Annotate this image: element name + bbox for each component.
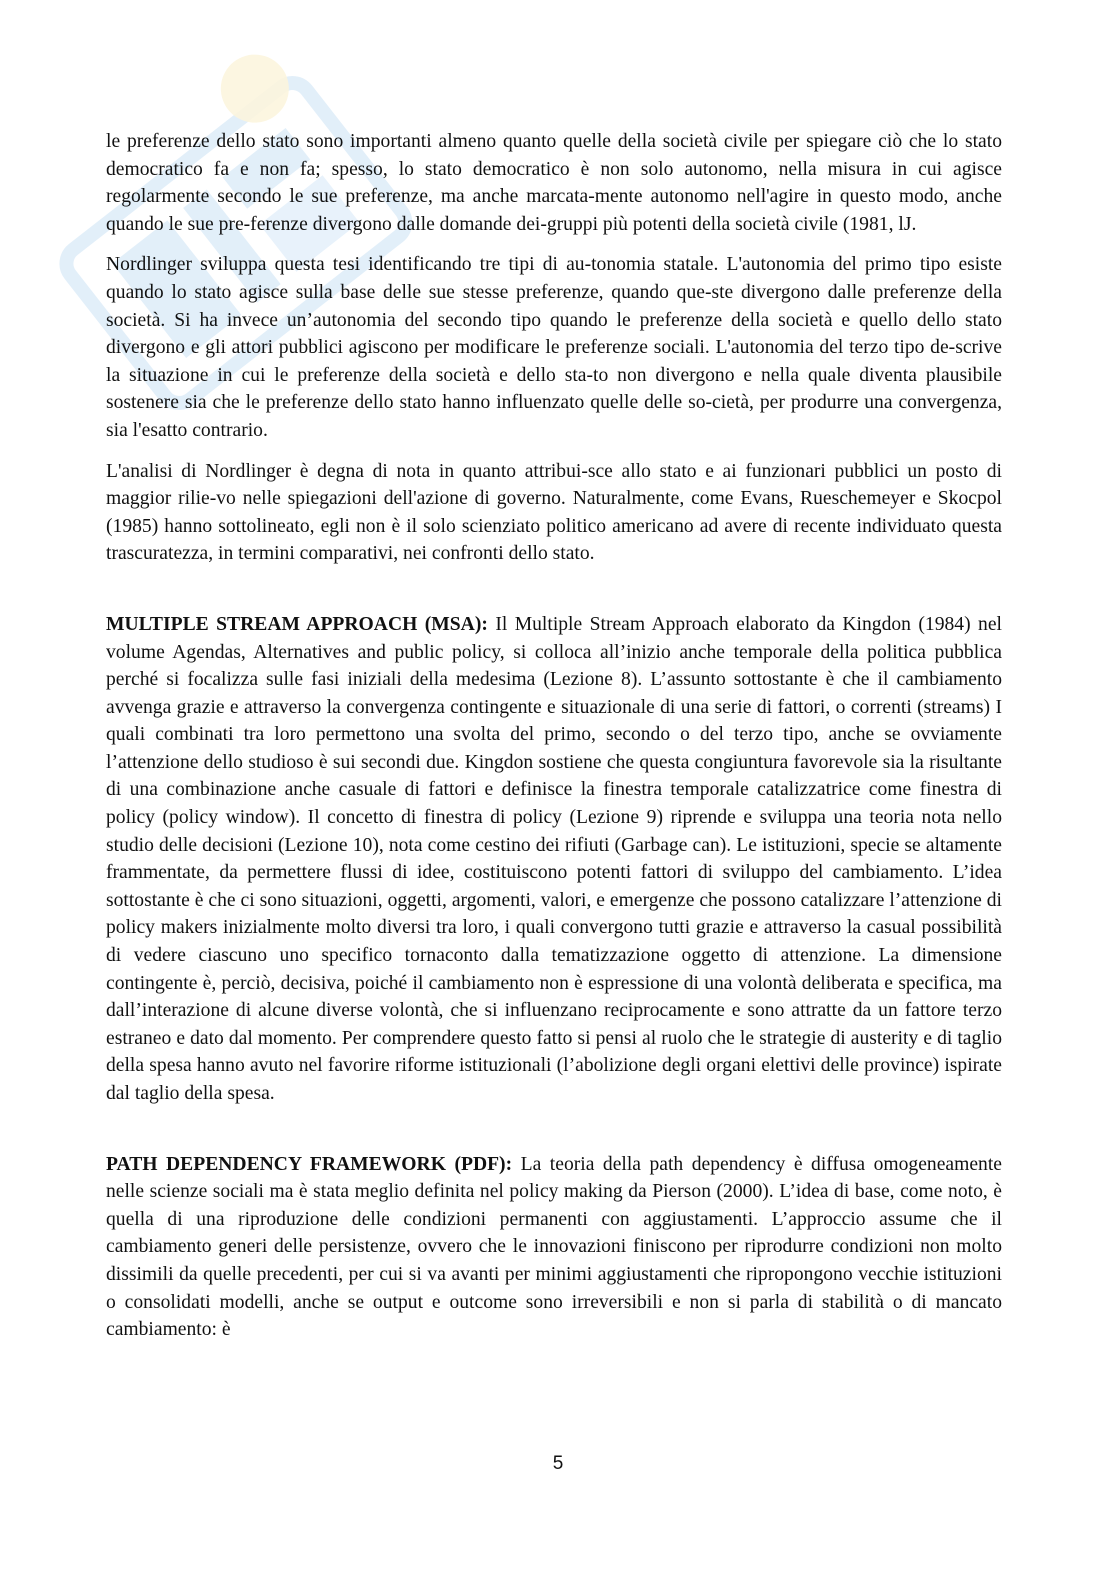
paragraph-nordlinger-analysis: L'analisi di Nordlinger è degna di nota in quanto attribui-sce allo stato e ai funzionari pubblici un posto di maggior rilie-vo nelle spiegazioni dell'azione di governo. Naturalmente, come Evans, Rueschemeyer e Skocpol (1985) hanno sottolineato, egli non è il solo scienziato politico americano ad avere di recente individuato questa trascuratezza, in termini comparativi, nei confronti dello stato. (106, 460, 1002, 565)
section-title-pdf: PATH DEPENDENCY FRAMEWORK (PDF): (106, 1153, 521, 1175)
section-gap (106, 1121, 1002, 1151)
paragraph-quote: le preferenze dello stato sono importanti almeno quanto quelle della società civile per spiegare ciò che lo stato democratico fa e non fa; spesso, lo stato democratico è non solo autonomo, nella misura in cui agisce regolarmente secondo le sue preferenze, ma anche marcata-mente autonomo nell'agire in questo modo, anche quando le sue pre-ferenze divergono dalle domande dei-gruppi più potenti della società civile (1981, lJ. (106, 131, 1002, 235)
section-gap (106, 581, 1002, 611)
section-title-msa: MULTIPLE STREAM APPROACH (MSA): (106, 613, 496, 635)
document-page (106, 128, 1002, 1357)
paragraph-nordlinger-types: Nordlinger sviluppa questa tesi identificando tre tipi di au-tonomia statale. L'autonomia del primo tipo esiste quando lo stato agisce sulla base delle sue stesse preferenze, quando que-ste divergono dalle preferenze della società. Si ha invece un’autonomia del secondo tipo quando le preferenze della società e quello dello stato divergono e gli attori pubblici agiscono per modificare le preferenze sociali. L'autonomia del terzo tipo de-scrive la situazione in cui le preferenze della società e dello sta-to non divergono e nella quale diventa plausibile sostenere sia che le preferenze dello stato hanno influenzato quelle delle so-cietà, per produrre una convergenza, sia l'esatto contrario. (106, 254, 1002, 441)
section-body-msa: Il Multiple Stream Approach elaborato da Kingdon (1984) nel volume Agendas, Alternatives and public policy, si colloca all’inizio anche temporale della politica pubblica perché si focalizza sulle fasi iniziali della medesima (Lezione 8). L’assunto sottostante è che il cambiamento avvenga grazie e attraverso la convergenza contingente e situazionale di una serie di fattori, o correnti (streams) I quali combinati tra loro permettono una svolta del primo, secondo o del terzo tipo, anche se ovviamente l’attenzione dello studioso è sui secondi due. Kingdon sostiene che questa congiuntura favorevole sia la risultante di una combinazione anche casuale di fattori e definisce la finestra temporale catalizzatrice come finestra di policy (policy window). Il concetto di finestra di policy (Lezione 9) riprende e sviluppa una teoria nota nello studio delle decisioni (Lezione 10), nota come cestino dei rifiuti (Garbage can). Le istituzioni, specie se altamente frammentate, da permettere flussi di idee, costituiscono potenti fattori di sviluppo del cambiamento. L’idea sottostante è che ci sono situazioni, oggetti, argomenti, valori, e emergenze che possono catalizzare l’attenzione di policy makers inizialmente molto diversi tra loro, i quali convergono tutti grazie e attraverso la casual possibilità di vedere ciascuno uno specifico tornaconto dalla tematizzazione oggetto di attenzione. La dimensione contingente è, perciò, decisiva, poiché il cambiamento non è espressione di una volontà deliberata e specifica, ma dall’interazione di alcune diverse volontà, che si influenzano reciprocamente e sono attratte da un fattore terzo estraneo e dato dal momento. Per comprendere questo fatto si pensi al ruolo che le strategie di austerity e di taglio della spesa hanno avuto nel favorire riforme istituzionali (l’abolizione degli organi elettivi delle province) ispirate dal taglio della spesa. (106, 613, 1002, 1104)
section-msa (106, 611, 1002, 1108)
section-pdf (106, 1151, 1002, 1344)
section-body-pdf: La teoria della path dependency è diffusa omogeneamente nelle scienze sociali ma è stata meglio definita nel policy making da Pierson (2000). L’idea di base, come noto, è quella di una riproduzione delle condizioni permanenti con aggiustamenti. L’approccio assume che il cambiamento generi delle persistenze, ovvero che le innovazioni finiscono per riprodurre condizioni non molto dissimili da quelle precedenti, per cui si va avanti per minimi aggiustamenti che ripropongono vecchie istituzioni o consolidati modelli, anche se output e outcome sono irreversibili e non si parla di stabilità o di mancato cambiamento: è (106, 1153, 1002, 1341)
page-number: 5 (552, 1453, 564, 1474)
